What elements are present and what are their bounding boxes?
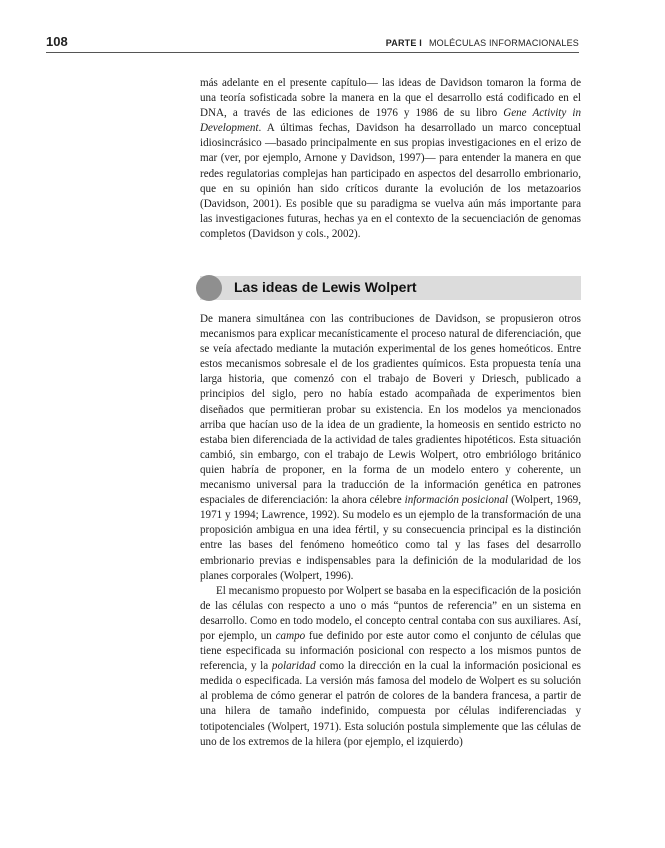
page-number: 108 <box>46 34 68 49</box>
paragraph-1 <box>200 312 581 584</box>
book-title: Gene Activity in Development <box>200 107 581 135</box>
para2-text-3: como la dirección en la cual la información posicional es medida o especificada. La versión más famosa del modelo de Wolpert es su solución al problema de cómo generar el patrón de colores de la bandera francesa, a partir de una hilera de tamaño indefinido, compuesta por células indiferenciadas y totipotenciales (Wolpert, 1971). Esta solución postula simplemente que las células de uno de los extremos de la hilera (por ejemplo, el izquierdo) <box>200 660 581 748</box>
term-campo: campo <box>275 629 306 642</box>
section-body <box>200 312 581 750</box>
para2-text-1: El mecanismo propuesto por Wolpert se basaba en la especificación de la posición de las células con respecto a uno o más “puntos de referencia” en un sistema en desarrollo. Como en todo modelo, el concepto central contaba con sus auxiliares. Así, por ejemplo, un <box>200 584 581 642</box>
para2-text-2: fue definido por este autor como el conjunto de células que tiene especificada su información posicional con respecto a los mismos puntos de referencia, y la <box>200 629 581 673</box>
section-bullet-icon <box>196 275 222 301</box>
section-title: Las ideas de Lewis Wolpert <box>234 279 417 295</box>
para1-text-2: (Wolpert, 1969, 1971 y 1994; Lawrence, 1992). Su modelo es un ejemplo de la transformación de una proposición ambigua en una idea fértil, y su consecuencia principal es la distinción entre las bases del fenómeno homeótico como tal y las fases del desarrollo embrionario previas e indispensables para la definición de la modularidad de los planes corporales (Wolpert, 1996). <box>200 494 582 582</box>
header-rule <box>46 52 579 53</box>
running-head <box>386 38 579 48</box>
part-label: PARTE I <box>385 38 422 48</box>
term-polaridad: polaridad <box>271 660 316 673</box>
paragraph-2 <box>200 584 581 750</box>
intro-text-1: más adelante en el presente capítulo— las ideas de Davidson tomaron la forma de una teoría sofisticada sobre la manera en la que el desarrollo está codificado en el DNA, a través de las ediciones de 1976 y 1986 de su libro <box>200 77 581 120</box>
intro-text-2: . A últimas fechas, Davidson ha desarrollado un marco conceptual idiosincrásico —basado principalmente en sus propias investigaciones en el erizo de mar (ver, por ejemplo, Arnone y Davidson, 1997)— para entender la manera en que redes regulatorias complejas han participado en aspectos del desarrollo embrionario, que en su opinión han sido críticos durante la evolución de los metazoarios (Davidson, 2001). Es posible que su paradigma se vuelva aún más importante para las investigaciones futuras, hechas ya en el contexto de la secuenciación de genomas completos (Davidson y cols., 2002). <box>200 122 581 240</box>
term-posicional: información posicional <box>404 494 509 507</box>
intro-paragraph <box>200 76 581 242</box>
part-title: MOLÉCULAS INFORMACIONALES <box>428 38 579 48</box>
para1-text-1: De manera simultánea con las contribuciones de Davidson, se propusieron otros mecanismos para explicar mecanísticamente el proceso natural de diferenciación, que se veía afectado mediante la mutación experimental de los genes homeóticos. Entre estos mecanismos sobresale el de los gradientes químicos. Esta propuesta tenía una larga historia, que comenzó con el trabajo de Boveri y Driesch, publicado a principios del siglo, pero no había estado acompañada de experimentos bien diseñados que permitieran probar su existencia. En los modelos ya mencionados arriba que hacían uso de la idea de un gradiente, la homeosis en sentido estricto no estaba bien diferenciada de la actividad de tales gradientes hipotéticos. Esta situación cambió, sin embargo, con el trabajo de Lewis Wolpert, otro embriólogo británico quien habría de proponer, en la forma de un modelo entero y coherente, un mecanismo universal para la traducción de la información genética en patrones espaciales de diferenciación: la ahora célebre <box>200 313 581 507</box>
section-heading <box>200 276 581 300</box>
